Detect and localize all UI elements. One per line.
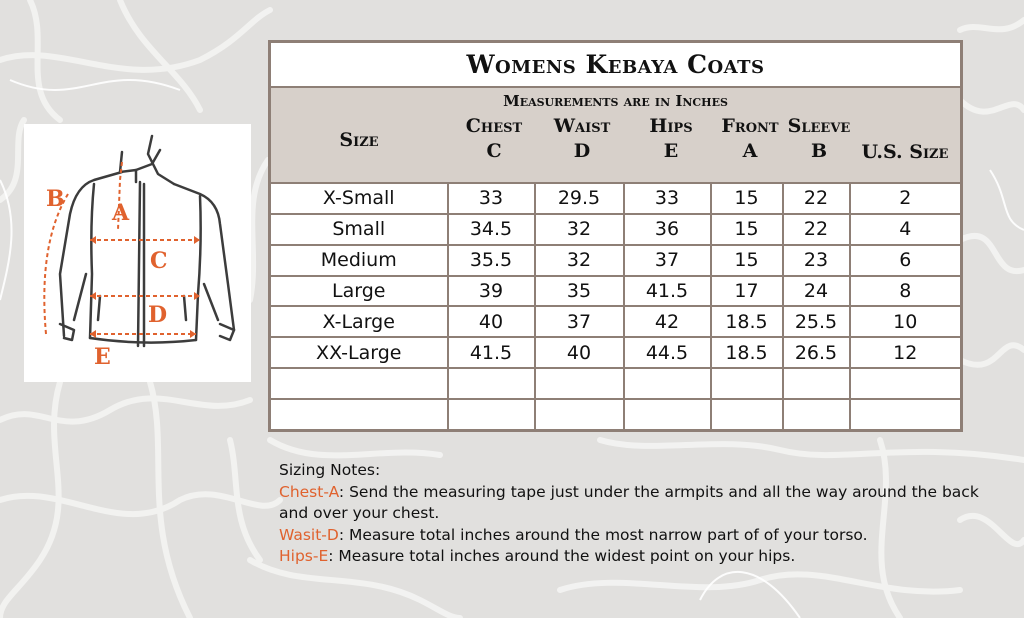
measurement-cell: 42	[624, 306, 711, 337]
label-e: E	[94, 344, 111, 370]
measurement-cell: 22	[783, 183, 850, 214]
measurement-cell: 26.5	[783, 337, 850, 368]
measurement-cell	[783, 399, 850, 430]
measurement-cell: 29.5	[535, 183, 624, 214]
header-us-size: U.S. Size	[861, 141, 949, 164]
measurement-cell: 41.5	[624, 276, 711, 307]
label-d: D	[148, 302, 168, 328]
measurement-cell: 2	[850, 183, 962, 214]
header-front: Front A	[721, 115, 779, 163]
size-cell: X-Small	[270, 183, 448, 214]
header-hips: Hips E	[649, 115, 693, 163]
measurement-cell: 39	[448, 276, 535, 307]
measurement-cell: 15	[711, 245, 783, 276]
measurement-cell	[624, 399, 711, 430]
measurement-cell: 34.5	[448, 214, 535, 245]
table-row	[270, 276, 962, 307]
note-chest: Chest-A: Send the measuring tape just under the armpits and all the way around the back and over your chest.	[279, 482, 979, 522]
notes-heading: Sizing Notes:	[279, 461, 381, 479]
measurement-cell: 37	[535, 306, 624, 337]
measurement-cell	[783, 368, 850, 399]
table-row	[270, 183, 962, 214]
table-body	[270, 183, 962, 431]
measurement-cell: 33	[448, 183, 535, 214]
measurement-cell: 37	[624, 245, 711, 276]
measurement-cell: 22	[783, 214, 850, 245]
size-cell: Small	[270, 214, 448, 245]
sizing-notes	[279, 460, 979, 568]
measurement-cell: 40	[535, 337, 624, 368]
measurement-cell: 8	[850, 276, 962, 307]
measurement-cell: 23	[783, 245, 850, 276]
header-size: Size	[339, 129, 379, 152]
measurement-cell: 41.5	[448, 337, 535, 368]
measurement-cell: 24	[783, 276, 850, 307]
table-row	[270, 337, 962, 368]
measurement-cell: 18.5	[711, 337, 783, 368]
measurement-cell: 15	[711, 214, 783, 245]
header-sleeve: Sleeve B	[787, 115, 851, 163]
table-header	[270, 87, 962, 183]
note-waist: Wasit-D: Measure total inches around the most narrow part of of your torso.	[279, 525, 868, 544]
header-chest: Chest C	[465, 115, 523, 163]
size-cell	[270, 368, 448, 399]
header-waist: Waist D	[553, 115, 611, 163]
measurement-cell	[535, 399, 624, 430]
label-c: C	[150, 248, 168, 274]
measurement-cell: 35.5	[448, 245, 535, 276]
measurement-cell	[711, 399, 783, 430]
measurement-cell: 15	[711, 183, 783, 214]
measurement-cell: 25.5	[783, 306, 850, 337]
measurement-cell	[711, 368, 783, 399]
size-cell: X-Large	[270, 306, 448, 337]
table-row	[270, 368, 962, 399]
measurement-cell: 17	[711, 276, 783, 307]
measurement-cell	[624, 368, 711, 399]
note-hips: Hips-E: Measure total inches around the widest point on your hips.	[279, 547, 796, 565]
size-cell: Medium	[270, 245, 448, 276]
size-cell: XX-Large	[270, 337, 448, 368]
table-row	[270, 214, 962, 245]
measurement-cell: 44.5	[624, 337, 711, 368]
table-row	[270, 399, 962, 430]
jacket-diagram	[24, 124, 251, 382]
measurement-cell: 18.5	[711, 306, 783, 337]
table-title: Womens Kebaya Coats	[270, 42, 962, 88]
measurement-cell	[850, 368, 962, 399]
label-b: B	[46, 186, 65, 212]
measurement-cell	[448, 368, 535, 399]
table-subtitle: Measurements are in Inches	[503, 92, 728, 111]
measurement-cell: 10	[850, 306, 962, 337]
table-row	[270, 245, 962, 276]
measurement-cell: 12	[850, 337, 962, 368]
measurement-cell: 32	[535, 214, 624, 245]
size-cell: Large	[270, 276, 448, 307]
measurement-cell: 33	[624, 183, 711, 214]
measurement-cell	[448, 399, 535, 430]
measurement-cell: 32	[535, 245, 624, 276]
measurement-cell	[535, 368, 624, 399]
measurement-cell: 6	[850, 245, 962, 276]
measurement-cell	[850, 399, 962, 430]
measurement-cell: 36	[624, 214, 711, 245]
size-chart-table	[268, 40, 963, 432]
size-cell	[270, 399, 448, 430]
table-row	[270, 306, 962, 337]
measurement-cell: 35	[535, 276, 624, 307]
label-a: A	[112, 200, 130, 226]
measurement-cell: 40	[448, 306, 535, 337]
measurement-cell: 4	[850, 214, 962, 245]
